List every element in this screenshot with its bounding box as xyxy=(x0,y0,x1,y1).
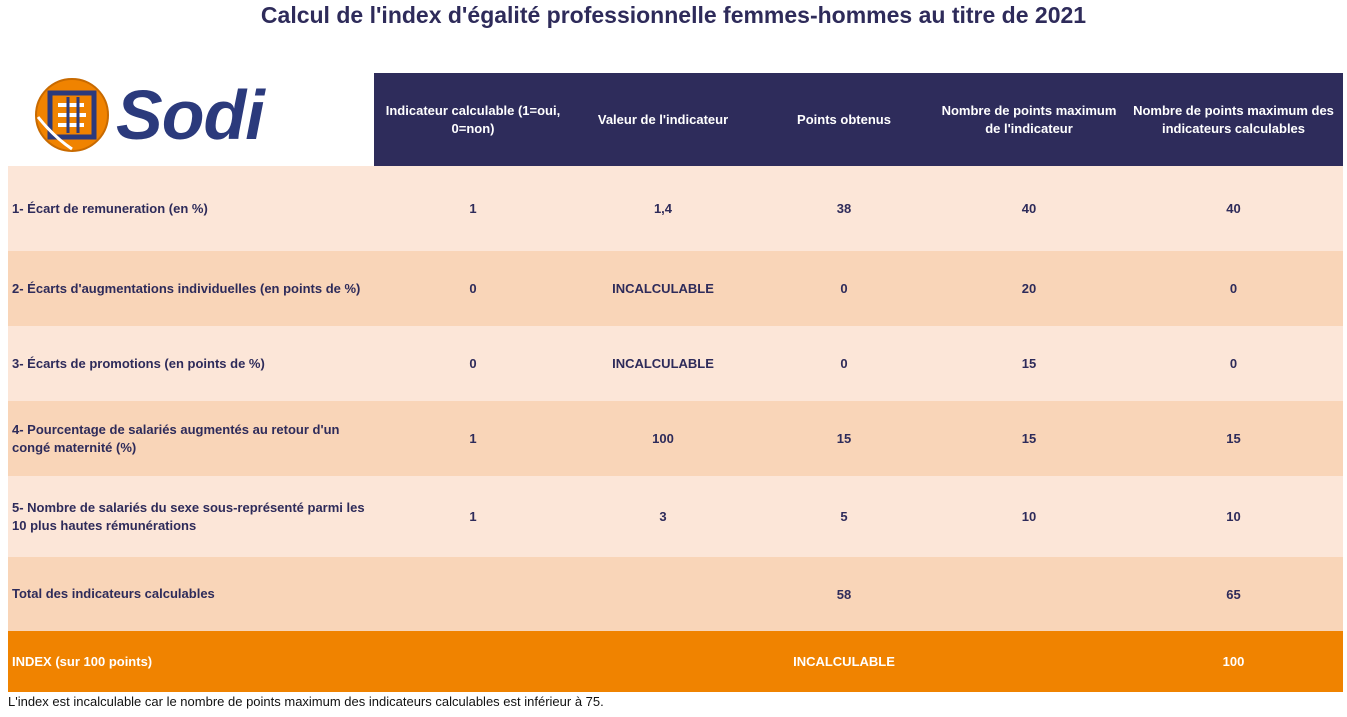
table-row xyxy=(8,166,1343,251)
footnote: L'index est incalculable car le nombre de points maximum des indicateurs calculables est inférieur à 75. xyxy=(8,694,604,709)
row-label: 2- Écarts d'augmentations individuelles (en points de %) xyxy=(12,280,361,296)
table-row xyxy=(8,401,1343,476)
cell-max-calculables: 0 xyxy=(1229,281,1238,296)
cell-valeur: 3 xyxy=(659,509,667,524)
total-label: Total des indicateurs calculables xyxy=(12,586,215,601)
table-row xyxy=(8,476,1343,557)
cell-max-indicateur: 20 xyxy=(1021,281,1037,296)
header-points: Points obtenus xyxy=(797,111,891,127)
cell-points: 0 xyxy=(840,281,848,296)
cell-max-indicateur: 15 xyxy=(1021,431,1037,446)
cell-points: 38 xyxy=(836,201,852,216)
total-points: 58 xyxy=(836,586,852,602)
cell-calculable: 1 xyxy=(469,201,477,216)
cell-max-indicateur: 40 xyxy=(1021,201,1037,216)
logo-wordmark: Sodi xyxy=(116,76,264,154)
header-max-calculables: Nombre de points maximum des indicateurs calculables xyxy=(1133,102,1334,136)
cell-valeur: 1,4 xyxy=(653,201,673,216)
header-valeur: Valeur de l'indicateur xyxy=(597,111,729,127)
cell-points: 15 xyxy=(836,431,852,446)
cell-max-indicateur: 15 xyxy=(1021,356,1037,371)
cell-max-calculables: 15 xyxy=(1226,431,1241,446)
cell-calculable: 1 xyxy=(469,509,477,524)
row-label: 5- Nombre de salariés du sexe sous-représenté parmi les 10 plus hautes rémunérations xyxy=(12,499,365,533)
cell-points: 5 xyxy=(840,509,848,524)
header-max-indicateur: Nombre de points maximum de l'indicateur xyxy=(941,102,1117,136)
cell-calculable: 0 xyxy=(469,281,477,296)
index-points: INCALCULABLE xyxy=(793,654,895,669)
cell-max-calculables: 40 xyxy=(1226,201,1241,216)
cell-calculable: 1 xyxy=(469,431,477,446)
page-title: Calcul de l'index d'égalité professionnelle femmes-hommes au titre de 2021 xyxy=(260,2,1087,28)
cell-max-calculables: 0 xyxy=(1229,356,1238,371)
cell-valeur: INCALCULABLE xyxy=(612,356,714,371)
sodi-logo-icon xyxy=(34,77,110,153)
cell-calculable: 0 xyxy=(469,356,477,371)
row-label: 3- Écarts de promotions (en points de %) xyxy=(12,355,265,371)
cell-valeur: 100 xyxy=(652,431,674,446)
index-max-calculables: 100 xyxy=(1222,654,1245,669)
total-row xyxy=(8,557,1343,631)
index-label: INDEX (sur 100 points) xyxy=(12,653,153,669)
company-logo xyxy=(8,73,374,166)
cell-points: 0 xyxy=(840,356,848,371)
table-header xyxy=(374,73,1343,166)
table-row xyxy=(8,251,1343,326)
table-row xyxy=(8,326,1343,401)
row-label: 4- Pourcentage de salariés augmentés au retour d'un congé maternité (%) xyxy=(12,421,340,455)
cell-valeur: INCALCULABLE xyxy=(612,281,714,296)
index-row xyxy=(8,631,1343,692)
cell-max-calculables: 10 xyxy=(1226,509,1241,524)
cell-max-indicateur: 10 xyxy=(1021,509,1037,524)
total-max-calculables: 65 xyxy=(1226,586,1241,602)
header-calculable: Indicateur calculable (1=oui, 0=non) xyxy=(385,102,561,136)
row-label: 1- Écart de remuneration (en %) xyxy=(12,200,208,216)
